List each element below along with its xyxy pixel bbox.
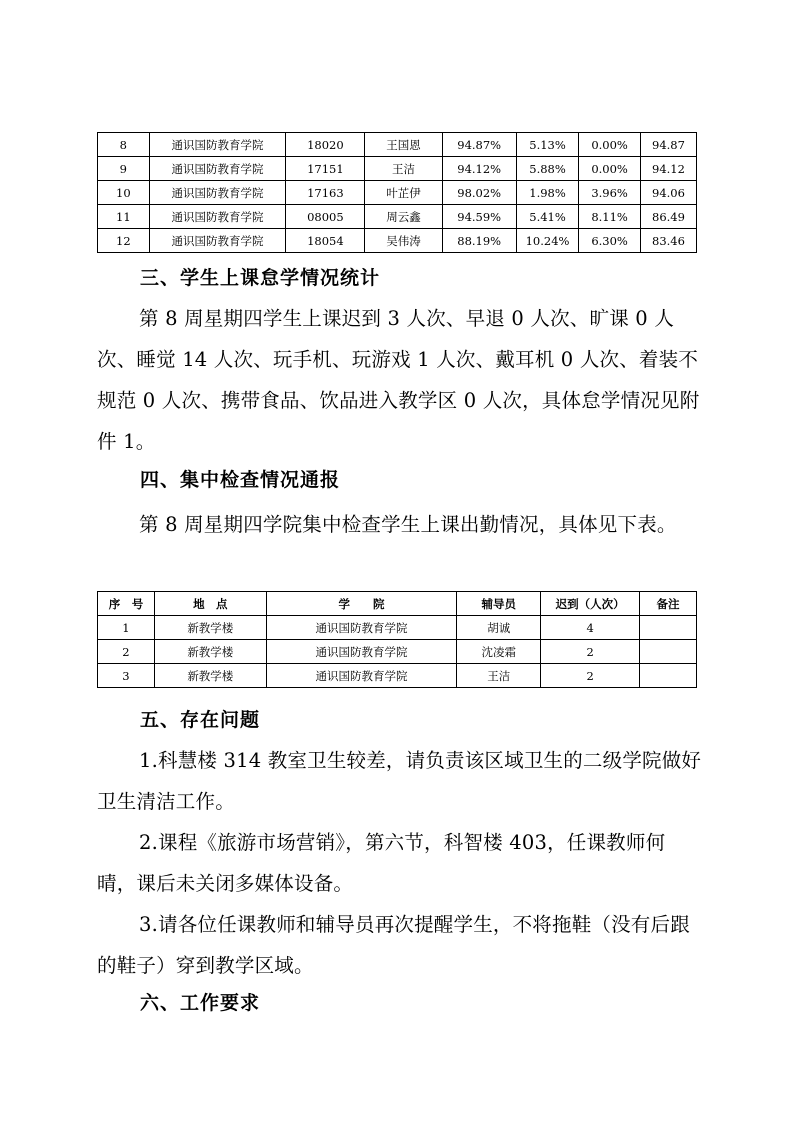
table-cell: 1.98% <box>516 181 578 205</box>
table-cell <box>640 664 697 688</box>
table-cell: 11 <box>98 205 150 229</box>
section5-heading: 五、存在问题 <box>140 709 261 731</box>
column-header: 迟到（人次） <box>541 592 640 616</box>
table-cell: 新教学楼 <box>154 640 266 664</box>
table-cell: 4 <box>541 616 640 640</box>
table-cell: 王洁 <box>365 157 442 181</box>
table-cell: 通识国防教育学院 <box>149 229 286 253</box>
table-cell: 18020 <box>286 133 365 157</box>
table-cell: 10.24% <box>516 229 578 253</box>
table-cell: 2 <box>541 640 640 664</box>
table-cell: 98.02% <box>442 181 516 205</box>
attendance-table <box>97 132 697 253</box>
table-cell <box>640 640 697 664</box>
column-header: 序 号 <box>98 592 155 616</box>
section3-heading: 三、学生上课怠学情况统计 <box>140 267 381 289</box>
table-cell: 0.00% <box>579 133 641 157</box>
table-row <box>98 616 697 640</box>
table-row <box>98 229 697 253</box>
table-cell: 通识国防教育学院 <box>266 640 457 664</box>
table-cell: 通识国防教育学院 <box>149 133 286 157</box>
table-row <box>98 157 697 181</box>
section3-paragraph: 第 8 周星期四学生上课迟到 3 人次、早退 0 人次、旷课 0 人次、睡觉 14 人次、玩手机、玩游戏 1 人次、戴耳机 0 人次、着装不规范 0 人次、携带食品、饮品进入教学区 0 人次，具体怠学情况见附件 1。 <box>97 307 700 453</box>
table-cell: 吴伟涛 <box>365 229 442 253</box>
table-cell: 新教学楼 <box>154 664 266 688</box>
table-cell: 5.41% <box>516 205 578 229</box>
section6-heading: 六、工作要求 <box>140 992 261 1014</box>
table-cell: 1 <box>98 616 155 640</box>
table-cell: 3.96% <box>579 181 641 205</box>
inspection-table <box>97 591 697 688</box>
table-cell: 08005 <box>286 205 365 229</box>
table-cell: 通识国防教育学院 <box>149 205 286 229</box>
section4-heading: 四、集中检查情况通报 <box>140 469 341 491</box>
table-row <box>98 664 697 688</box>
table-cell: 17151 <box>286 157 365 181</box>
table-cell: 通识国防教育学院 <box>149 181 286 205</box>
table-cell: 86.49 <box>640 205 696 229</box>
table-row <box>98 133 697 157</box>
table-cell: 12 <box>98 229 150 253</box>
table-row <box>98 640 697 664</box>
table-cell: 通识国防教育学院 <box>149 157 286 181</box>
table-cell: 5.88% <box>516 157 578 181</box>
table-row <box>98 205 697 229</box>
table-cell: 88.19% <box>442 229 516 253</box>
table-cell: 沈凌霜 <box>457 640 541 664</box>
table-cell: 周云鑫 <box>365 205 442 229</box>
table-cell: 0.00% <box>579 157 641 181</box>
column-header: 备注 <box>640 592 697 616</box>
table-cell: 94.87 <box>640 133 696 157</box>
table-row <box>98 181 697 205</box>
table-cell: 王国恩 <box>365 133 442 157</box>
table-cell: 83.46 <box>640 229 696 253</box>
table-cell: 9 <box>98 157 150 181</box>
table-cell: 胡诚 <box>457 616 541 640</box>
table-cell: 94.87% <box>442 133 516 157</box>
table-cell: 5.13% <box>516 133 578 157</box>
problem-item-2: 2.课程《旅游市场营销》，第六节，科智楼 403，任课教师何晴，课后未关闭多媒体设备。 <box>97 831 666 895</box>
column-header: 辅导员 <box>457 592 541 616</box>
table-cell: 通识国防教育学院 <box>266 616 457 640</box>
table-cell: 18054 <box>286 229 365 253</box>
table-cell: 6.30% <box>579 229 641 253</box>
table-cell: 94.06 <box>640 181 696 205</box>
table-cell: 8.11% <box>579 205 641 229</box>
table-cell: 94.59% <box>442 205 516 229</box>
table-cell: 8 <box>98 133 150 157</box>
section4-paragraph: 第 8 周星期四学院集中检查学生上课出勤情况，具体见下表。 <box>139 513 677 536</box>
table-cell: 17163 <box>286 181 365 205</box>
table-cell: 新教学楼 <box>154 616 266 640</box>
table-cell: 通识国防教育学院 <box>266 664 457 688</box>
table-cell: 叶芷伊 <box>365 181 442 205</box>
table-cell: 2 <box>541 664 640 688</box>
column-header: 学 院 <box>266 592 457 616</box>
problem-item-1: 1.科慧楼 314 教室卫生较差，请负责该区域卫生的二级学院做好卫生清洁工作。 <box>97 749 702 813</box>
table-cell <box>640 616 697 640</box>
table-cell: 10 <box>98 181 150 205</box>
problem-item-3: 3.请各位任课教师和辅导员再次提醒学生，不将拖鞋（没有后跟的鞋子）穿到教学区域。 <box>97 913 690 977</box>
table-cell: 2 <box>98 640 155 664</box>
table-cell: 94.12% <box>442 157 516 181</box>
column-header: 地 点 <box>154 592 266 616</box>
table-cell: 94.12 <box>640 157 696 181</box>
table-cell: 3 <box>98 664 155 688</box>
table-cell: 王洁 <box>457 664 541 688</box>
